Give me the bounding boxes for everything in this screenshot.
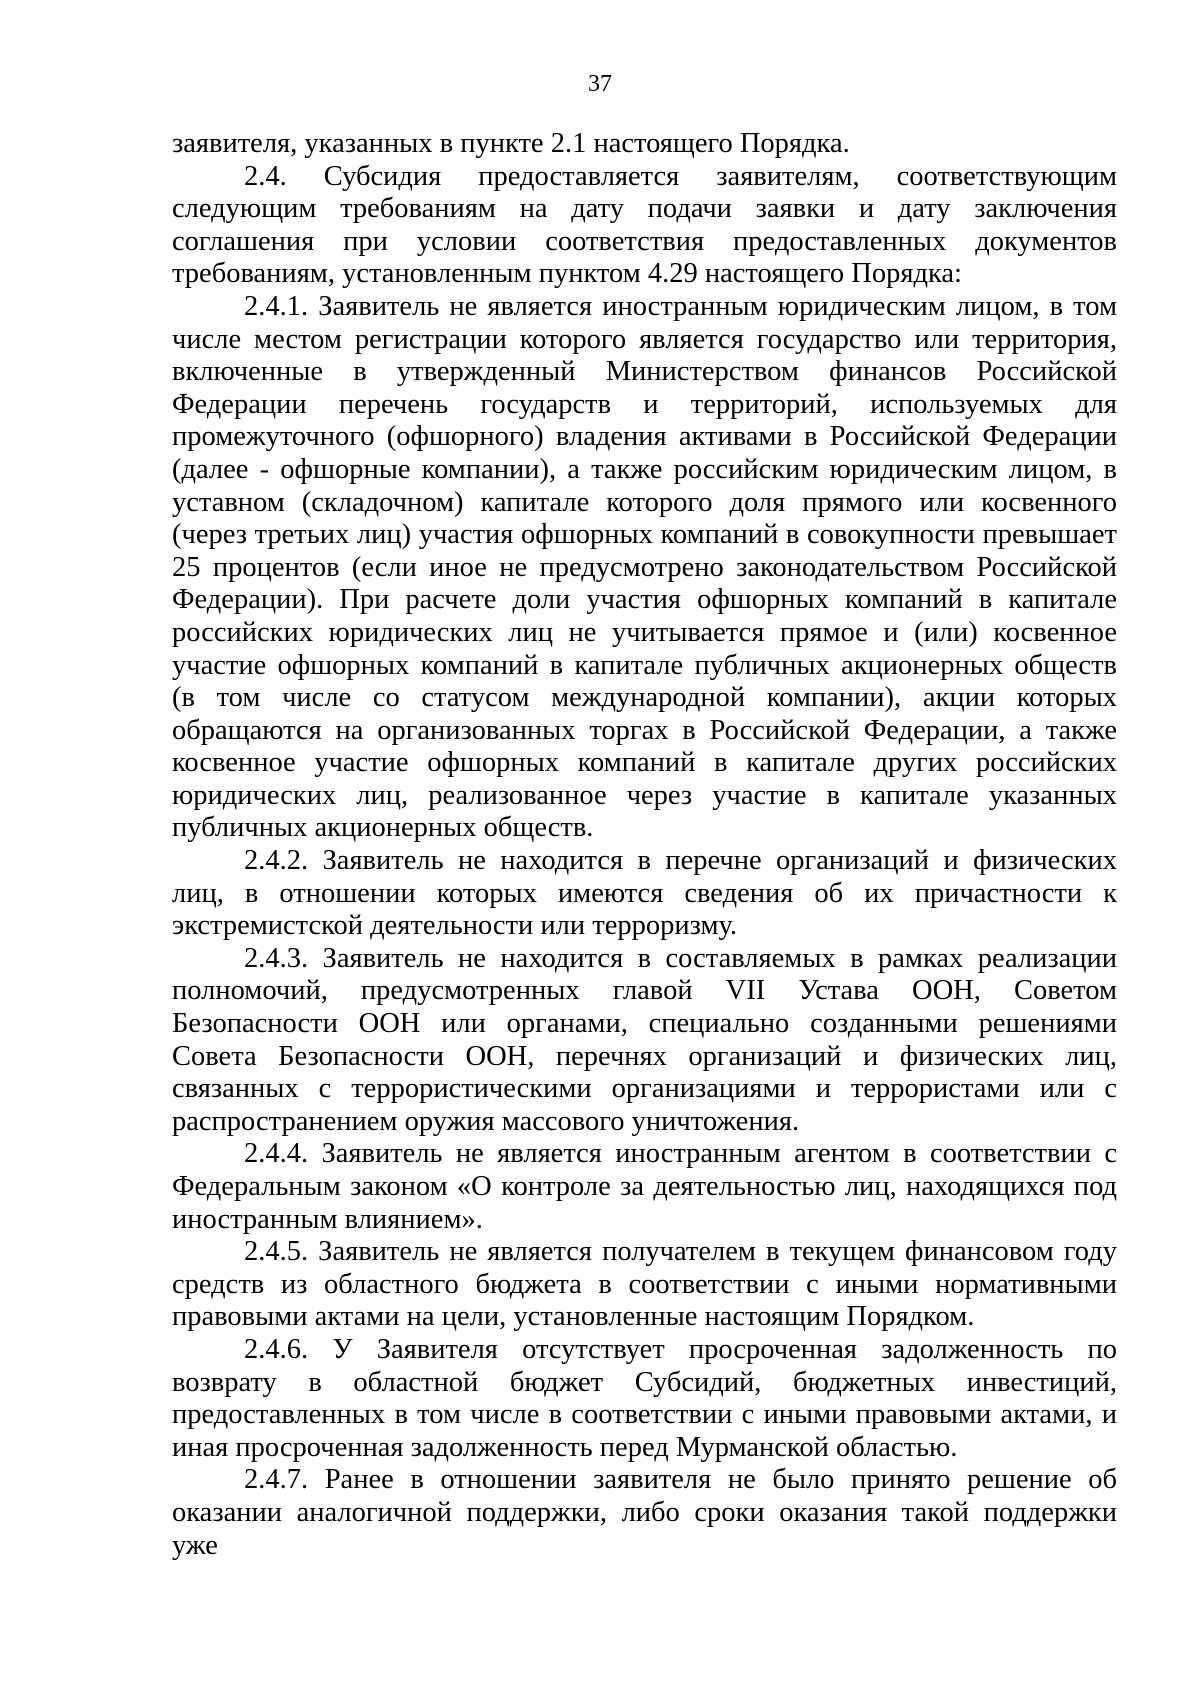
page-number: 37 <box>588 71 612 97</box>
paragraph-2-4-3: 2.4.3. Заявитель не находится в составляемых в рамках реализации полномочий, предусмотренных главой VII Устава ООН, Советом Безопасности ООН или органами, специально созданными решениями Совета Безопасности ООН, перечнях организаций и физических лиц, связанных с террористическими организациями и террористами или с распространением оружия массового уничтожения. <box>172 942 1117 1137</box>
paragraph-continuation: заявителя, указанных в пункте 2.1 настоящего Порядка. <box>172 128 850 159</box>
paragraph-2-4-5: 2.4.5. Заявитель не является получателем в текущем финансовом году средств из областного бюджета в соответствии с иными нормативными правовыми актами на цели, установленные настоящим Порядком. <box>172 1236 1117 1333</box>
paragraph-2-4-2: 2.4.2. Заявитель не находится в перечне организаций и физических лиц, в отношении которых имеются сведения об их причастности к экстремистской деятельности или терроризму. <box>172 845 1117 942</box>
paragraph-2-4: 2.4. Субсидия предоставляется заявителям, соответствующим следующим требованиям на дату подачи заявки и дату заключения соглашения при условии соответствия предоставленных документов требованиям, установленным пунктом 4.29 настоящего Порядка: <box>172 160 1117 290</box>
document-body <box>172 128 1117 1562</box>
paragraph-2-4-1: 2.4.1. Заявитель не является иностранным юридическим лицом, в том числе местом регистрации которого является государство или территория, включенные в утвержденный Министерством финансов Российской Федерации перечень государств и территорий, используемых для промежуточного (офшорного) владения активами в Российской Федерации (далее - офшорные компании), а также российским юридическим лицом, в уставном (складочном) капитале которого доля прямого или косвенного (через третьих лиц) участия офшорных компаний в совокупности превышает 25 процентов (если иное не предусмотрено законодательством Российской Федерации). При расчете доли участия офшорных компаний в капитале российских юридических лиц не учитывается прямое и (или) косвенное участие офшорных компаний в капитале публичных акционерных обществ (в том числе со статусом международной компании), акции которых обращаются на организованных торгах в Российской Федерации, а также косвенное участие офшорных компаний в капитале других российских юридических лиц, реализованное через участие в капитале указанных публичных акционерных обществ. <box>172 290 1117 844</box>
paragraph-2-4-6: 2.4.6. У Заявителя отсутствует просроченная задолженность по возврату в областной бюджет Субсидий, бюджетных инвестиций, предоставленных в том числе в соответствии с иными правовыми актами, и иная просроченная задолженность перед Мурманской областью. <box>172 1333 1117 1463</box>
paragraph-2-4-4: 2.4.4. Заявитель не является иностранным агентом в соответствии с Федеральным законом «О контроле за деятельностью лиц, находящихся под иностранным влиянием». <box>172 1138 1117 1235</box>
paragraph-2-4-7: 2.4.7. Ранее в отношении заявителя не было принято решение об оказании аналогичной поддержки, либо сроки оказания такой поддержки уже <box>172 1464 1117 1561</box>
